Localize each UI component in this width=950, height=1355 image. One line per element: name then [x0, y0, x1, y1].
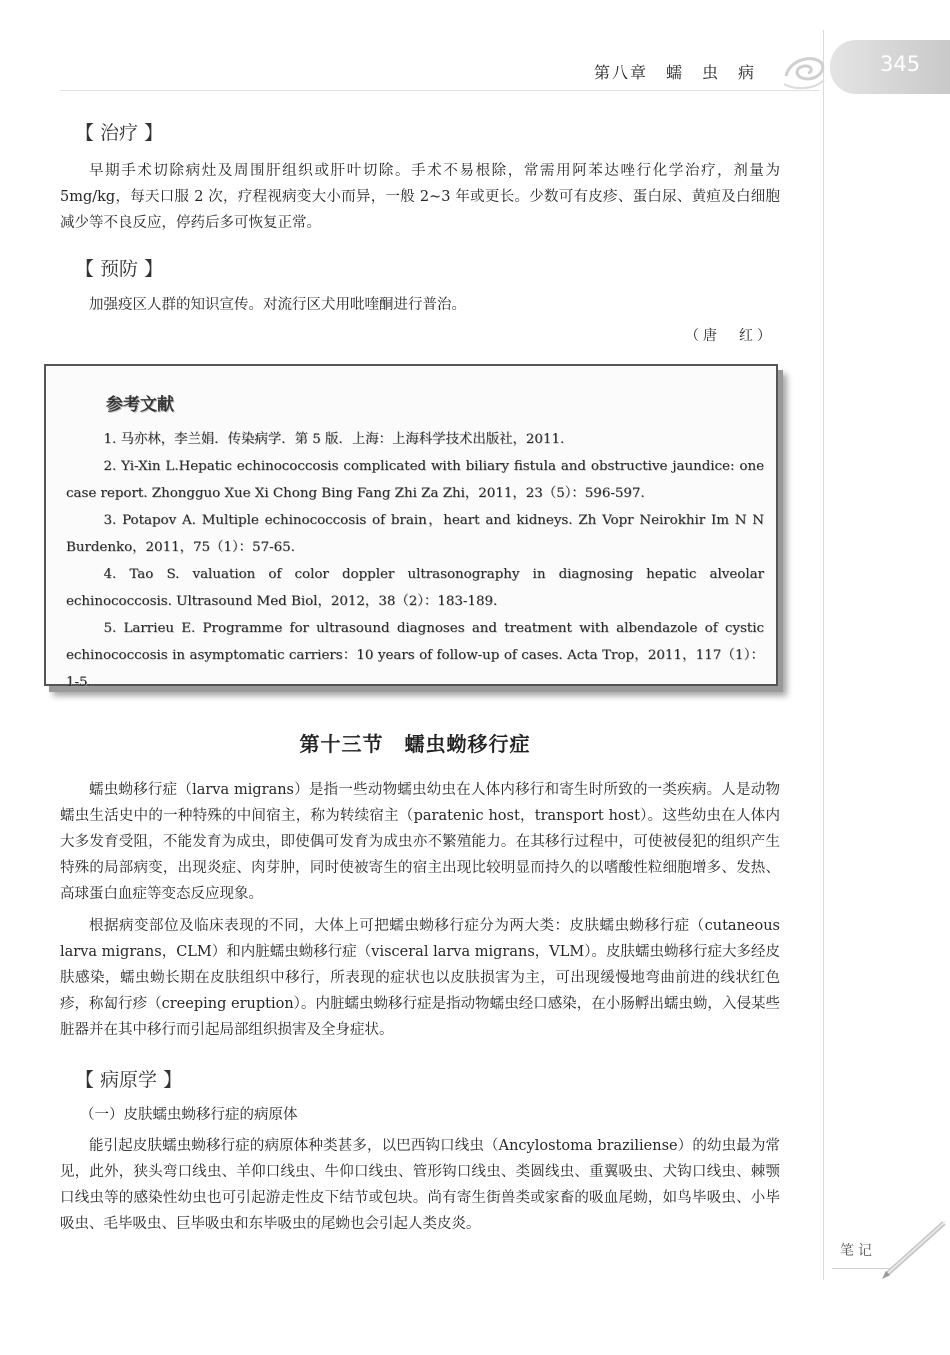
intro-paragraph-1: 蠕虫蚴移行症（larva migrans）是指一些动物蠕虫幼虫在人体内移行和寄生时所致的一类疾病。人是动物蠕虫生活史中的一种特殊的中间宿主，称为转续宿主（paratenic host，transport host）。这些幼虫在人体内大多发育受阻，不能发育为成虫，即使偶可发育为成虫亦不繁殖能力。在其移行过程中，可使被侵犯的组织产生特殊的局部病变，出现炎症、肉芽肿，同时使被寄生的宿主出现比较明显而持久的以嗜酸性粒细胞增多、发热、高球蛋白血症等变态反应现象。 — [60, 782, 780, 902]
header-divider — [60, 90, 820, 91]
treatment-paragraph: 早期手术切除病灶及周围肝组织或肝叶切除。手术不易根除，常需用阿苯达唑行化学治疗，剂量为 5mg/kg，每天口服 2 次，疗程视病变大小而异，一般 2~3 年或更长。少数可有皮疹、蛋白尿、黄疸及白细胞减少等不良反应，停药后多可恢复正常。 — [60, 163, 780, 231]
references-list — [66, 426, 764, 696]
reference-item: 1. 马亦林，李兰娟．传染病学．第 5 版．上海：上海科学技术出版社，2011. — [103, 432, 565, 447]
references-title: 参考文献 — [106, 395, 174, 415]
references-box — [44, 364, 778, 690]
reference-item: 4. Tao S. valuation of color doppler ultrasonography in diagnosing hepatic alveolar echinococcosis. Ultrasound Med Biol，2012，38（2）：183-189. — [66, 567, 764, 609]
page-number: 345 — [880, 52, 921, 76]
swirl-ornament-icon — [780, 46, 828, 94]
running-head: 第八章 蠕 虫 病 — [594, 63, 757, 82]
reference-item: 3. Potapov A. Multiple echinococcosis of brain，heart and kidneys. Zh Vopr Neirokhir Im N N Burdenko，2011，75（1）：57-65. — [66, 513, 764, 555]
section-title: 第十三节 蠕虫蚴移行症 — [299, 732, 531, 756]
reference-item: 5. Larrieu E. Programme for ultrasound diagnoses and treatment with albendazole of cystic echinococcosis in asymptomatic carriers：10 years of follow-up of cases. Acta Trop，2011，117（1）：1-5. — [66, 621, 764, 690]
etiology-subheading: （一）皮肤蠕虫蚴移行症的病原体 — [80, 1107, 298, 1123]
author-credit: （唐 红） — [685, 328, 775, 344]
etiology-heading: 【 病原学 】 — [75, 1069, 183, 1091]
intro-paragraph-2: 根据病变部位及临床表现的不同，大体上可把蠕虫蚴移行症分为两大类：皮肤蠕虫蚴移行症（cutaneous larva migrans，CLM）和内脏蠕虫蚴移行症（visceral larva migrans，VLM）。皮肤蠕虫蚴移行症大多经皮肤感染，蠕虫蚴长期在皮肤组织中移行，所表现的症状也以皮肤损害为主，可出现缓慢地弯曲前进的线状红色疹，称匐行疹（creeping eruption）。内脏蠕虫蚴移行症是指动物蠕虫经口感染，在小肠孵出蠕虫蚴，入侵某些脏器并在其中移行而引起局部组织损害及全身症状。 — [60, 918, 780, 1038]
notes-label: 笔记 — [840, 1243, 876, 1259]
prevention-heading: 【 预防 】 — [75, 258, 164, 280]
treatment-heading: 【 治疗 】 — [75, 122, 164, 144]
etiology-paragraph: 能引起皮肤蠕虫蚴移行症的病原体种类甚多，以巴西钩口线虫（Ancylostoma braziliense）的幼虫最为常见，此外，狭头弯口线虫、羊仰口线虫、牛仰口线虫、管形钩口线虫、类圆线虫、重翼吸虫、犬钩口线虫、棘颚口线虫等的感染性幼虫也可引起游走性皮下结节或包块。尚有寄生街兽类或家畜的吸血尾蚴，如鸟毕吸虫、小毕吸虫、毛毕吸虫、巨毕吸虫和东毕吸虫的尾蚴也会引起人类皮炎。 — [60, 1138, 780, 1232]
prevention-paragraph: 加强疫区人群的知识宣传。对流行区犬用吡喹酮进行普治。 — [89, 297, 466, 313]
reference-item: 2. Yi-Xin L.Hepatic echinococcosis complicated with biliary fistula and obstructive jaundice: one case report. Zhongguo Xue Xi Chong Bing Fang Zhi Za Zhi，2011，23（5）：596-597. — [66, 459, 764, 501]
margin-rule — [823, 30, 824, 1280]
pencil-icon — [880, 1215, 950, 1280]
